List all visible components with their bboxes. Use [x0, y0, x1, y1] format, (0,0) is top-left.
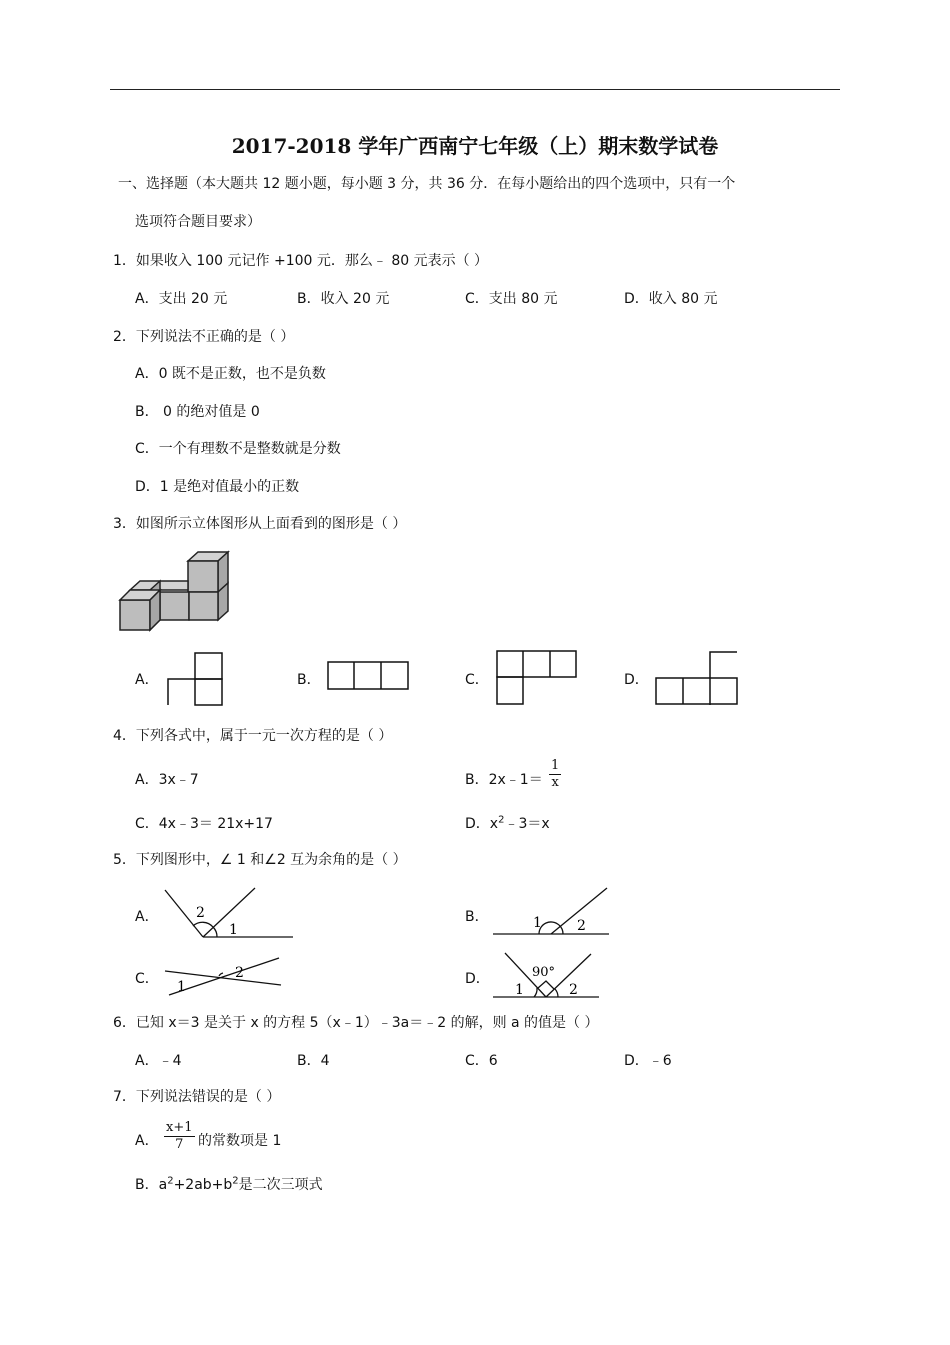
- question-4-option-b-prefix: B．2x﹣1＝: [465, 772, 543, 788]
- angle-figure-a: [163, 885, 295, 940]
- exponent: 2: [167, 1175, 174, 1187]
- angle-label-2: 2: [235, 965, 244, 981]
- angle-label-1: 1: [515, 982, 524, 998]
- question-1-option-b: B．收入 20 元: [297, 291, 390, 307]
- top-view-option-a: [166, 651, 224, 705]
- question-4-option-b-fraction: [549, 758, 561, 791]
- question-1-option-a: A．支出 20 元: [135, 291, 228, 307]
- question-5-label-a: A．: [135, 909, 159, 925]
- question-7-stem: 7．下列说法错误的是（ ）: [113, 1089, 281, 1105]
- angle-label-1: 1: [533, 915, 542, 931]
- question-6-option-c: C．6: [465, 1053, 498, 1069]
- exponent: 2: [232, 1175, 239, 1187]
- question-2-option-a: A．0 既不是正数，也不是负数: [135, 366, 326, 382]
- angle-label-2: 2: [196, 905, 205, 921]
- exponent: 2: [498, 814, 505, 826]
- question-7-option-a-fraction: [164, 1120, 195, 1153]
- question-2-option-d: D．1 是绝对值最小的正数: [135, 479, 300, 495]
- question-3-label-c: C．: [465, 672, 489, 688]
- question-4-option-d: [465, 813, 550, 833]
- option-d-prefix: D．x: [465, 816, 499, 832]
- question-4-option-a: A．3x﹣7: [135, 772, 199, 788]
- question-3-stem: 3．如图所示立体图形从上面看到的图形是（ ）: [113, 516, 407, 532]
- question-6-stem: 6．已知 x＝3 是关于 x 的方程 5（x﹣1）﹣3a＝﹣2 的解，则 a 的值是（ ）: [113, 1015, 599, 1031]
- question-2-option-c: C．一个有理数不是整数就是分数: [135, 441, 341, 457]
- question-7-option-a-suffix: 的常数项是 1: [198, 1133, 282, 1149]
- header-rule: [110, 89, 840, 90]
- question-4-option-c: C．4x﹣3＝ 21x+17: [135, 816, 273, 832]
- option-b-prefix: B．a: [135, 1177, 168, 1193]
- angle-label-1: 1: [177, 979, 186, 995]
- fraction-numerator: 1: [551, 758, 560, 773]
- section-heading-line2: 选项符合题目要求）: [135, 214, 261, 230]
- question-7-option-a-prefix: A．: [135, 1133, 159, 1149]
- question-1-option-c: C．支出 80 元: [465, 291, 558, 307]
- top-view-option-c: [496, 650, 578, 706]
- question-6-option-a: A．﹣4: [135, 1053, 182, 1069]
- fraction-denominator: x: [551, 775, 559, 790]
- fraction-numerator: x+1: [166, 1120, 193, 1135]
- fraction-denominator: 7: [175, 1137, 184, 1152]
- option-d-suffix: ﹣3＝x: [504, 816, 550, 832]
- question-1-option-d: D．收入 80 元: [624, 291, 718, 307]
- option-b-middle: +2ab+b: [173, 1177, 233, 1193]
- angle-figure-d: [493, 950, 601, 1000]
- section-heading-line1: 一、选择题（本大题共 12 题小题，每小题 3 分，共 36 分．在每小题给出的四个选项中，只有一个: [118, 176, 736, 192]
- top-view-option-b: [327, 661, 409, 691]
- question-5-label-c: C．: [135, 971, 159, 987]
- top-view-option-d: [655, 651, 739, 705]
- angle-label-1: 1: [229, 922, 238, 938]
- option-b-suffix: 是二次三项式: [238, 1177, 323, 1193]
- question-1-stem: 1．如果收入 100 元记作 +100 元．那么﹣ 80 元表示（ ）: [113, 253, 489, 269]
- question-6-option-d: D．﹣6: [624, 1053, 672, 1069]
- question-7-option-b: [135, 1174, 323, 1194]
- question-5-stem: 5．下列图形中，∠ 1 和∠2 互为余角的是（ ）: [113, 852, 407, 868]
- cube-solid-figure: [118, 550, 233, 632]
- question-3-label-a: A．: [135, 672, 159, 688]
- question-4-stem: 4．下列各式中，属于一元一次方程的是（ ）: [113, 728, 393, 744]
- question-3-label-d: D．: [624, 672, 649, 688]
- angle-label-90: 90°: [532, 965, 556, 980]
- angle-figure-b: [493, 885, 611, 937]
- question-2-stem: 2．下列说法不正确的是（ ）: [113, 329, 295, 345]
- angle-label-2: 2: [569, 982, 578, 998]
- question-3-label-b: B．: [297, 672, 321, 688]
- angle-label-2: 2: [577, 918, 586, 934]
- question-5-label-d: D．: [465, 971, 490, 987]
- question-6-option-b: B．4: [297, 1053, 330, 1069]
- angle-figure-c: [163, 955, 283, 997]
- question-2-option-b: B． 0 的绝对值是 0: [135, 404, 260, 420]
- page-title: 2017-2018 学年广西南宁七年级（上）期末数学试卷: [231, 134, 719, 158]
- question-5-label-b: B．: [465, 909, 489, 925]
